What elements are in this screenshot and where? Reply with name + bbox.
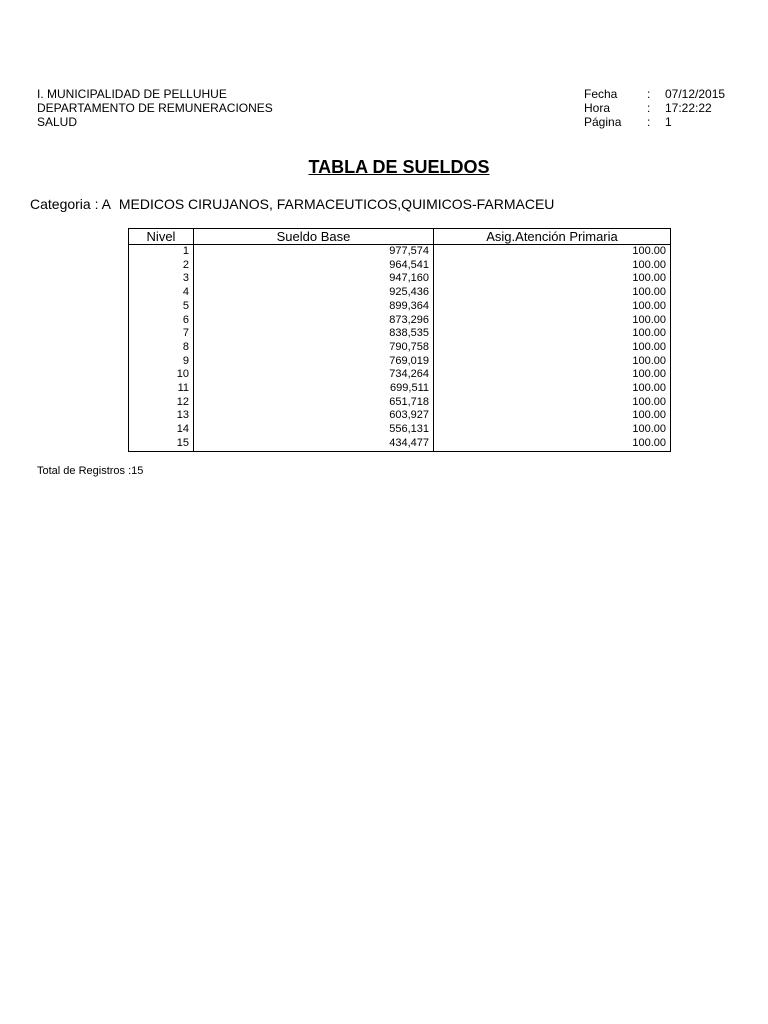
cell-nivel: 12 [129,396,194,410]
column-header-sueldo-base: Sueldo Base [194,229,434,245]
organization-header [37,87,273,129]
cell-sueldo-base: 734,264 [194,368,434,382]
cell-nivel: 7 [129,327,194,341]
table-row [129,272,671,286]
cell-asig-atencion: 100.00 [434,382,671,396]
category-name: MEDICOS CIRUJANOS, FARMACEUTICOS,QUIMICOS-FARMACEU [118,196,555,212]
cell-asig-atencion: 100.00 [434,245,671,259]
cell-nivel: 1 [129,245,194,259]
table-row [129,300,671,314]
date-value: 07/12/2015 [665,87,726,101]
cell-nivel: 15 [129,437,194,451]
cell-sueldo-base: 873,296 [194,314,434,328]
cell-sueldo-base: 977,574 [194,245,434,259]
table-row [129,341,671,355]
cell-nivel: 10 [129,368,194,382]
cell-asig-atencion: 100.00 [434,259,671,273]
cell-sueldo-base: 947,160 [194,272,434,286]
table-row [129,314,671,328]
cell-asig-atencion: 100.00 [434,272,671,286]
cell-asig-atencion: 100.00 [434,355,671,369]
time-separator: : [647,101,651,115]
column-header-asig-atencion: Asig.Atención Primaria [434,229,671,245]
cell-asig-atencion: 100.00 [434,409,671,423]
page-label: Página [584,115,622,129]
cell-nivel: 14 [129,423,194,437]
table-body [129,245,671,452]
table-row [129,368,671,382]
date-row [584,87,725,101]
cell-nivel: 9 [129,355,194,369]
cell-asig-atencion: 100.00 [434,341,671,355]
total-records: Total de Registros :15 [37,465,144,477]
section-name: SALUD [37,115,78,129]
table-row [129,409,671,423]
cell-asig-atencion: 100.00 [434,396,671,410]
table-row [129,259,671,273]
cell-asig-atencion: 100.00 [434,314,671,328]
table-row [129,286,671,300]
table-row [129,327,671,341]
time-value: 17:22:22 [665,101,712,115]
report-title: TABLA DE SUELDOS [308,157,490,177]
cell-sueldo-base: 434,477 [194,437,434,451]
table-row [129,382,671,396]
cell-sueldo-base: 899,364 [194,300,434,314]
page-separator: : [647,115,651,129]
cell-sueldo-base: 556,131 [194,423,434,437]
salary-table [128,228,671,452]
cell-nivel: 4 [129,286,194,300]
cell-nivel: 11 [129,382,194,396]
cell-nivel: 13 [129,409,194,423]
table-row [129,396,671,410]
cell-sueldo-base: 651,718 [194,396,434,410]
table-header-row [129,229,671,245]
cell-nivel: 2 [129,259,194,273]
category-prefix: Categoria : A [30,196,111,212]
cell-asig-atencion: 100.00 [434,368,671,382]
cell-nivel: 5 [129,300,194,314]
date-label: Fecha [584,87,618,101]
cell-asig-atencion: 100.00 [434,300,671,314]
cell-nivel: 3 [129,272,194,286]
column-header-nivel: Nivel [129,229,194,245]
report-metadata [584,87,725,129]
cell-sueldo-base: 964,541 [194,259,434,273]
organization-name: I. MUNICIPALIDAD DE PELLUHUE [37,87,227,101]
date-separator: : [647,87,651,101]
cell-sueldo-base: 603,927 [194,409,434,423]
cell-asig-atencion: 100.00 [434,286,671,300]
cell-sueldo-base: 769,019 [194,355,434,369]
cell-nivel: 8 [129,341,194,355]
cell-sueldo-base: 925,436 [194,286,434,300]
table-row [129,437,671,451]
table-row [129,245,671,259]
table-row [129,423,671,437]
time-label: Hora [584,101,611,115]
cell-nivel: 6 [129,314,194,328]
cell-sueldo-base: 699,511 [194,382,434,396]
department-name: DEPARTAMENTO DE REMUNERACIONES [37,101,273,115]
time-row [584,101,725,115]
page-number: 1 [665,115,672,129]
category-line [30,195,554,213]
cell-asig-atencion: 100.00 [434,423,671,437]
cell-sueldo-base: 838,535 [194,327,434,341]
cell-asig-atencion: 100.00 [434,437,671,451]
cell-sueldo-base: 790,758 [194,341,434,355]
cell-asig-atencion: 100.00 [434,327,671,341]
table-row [129,355,671,369]
page-row [584,115,725,129]
